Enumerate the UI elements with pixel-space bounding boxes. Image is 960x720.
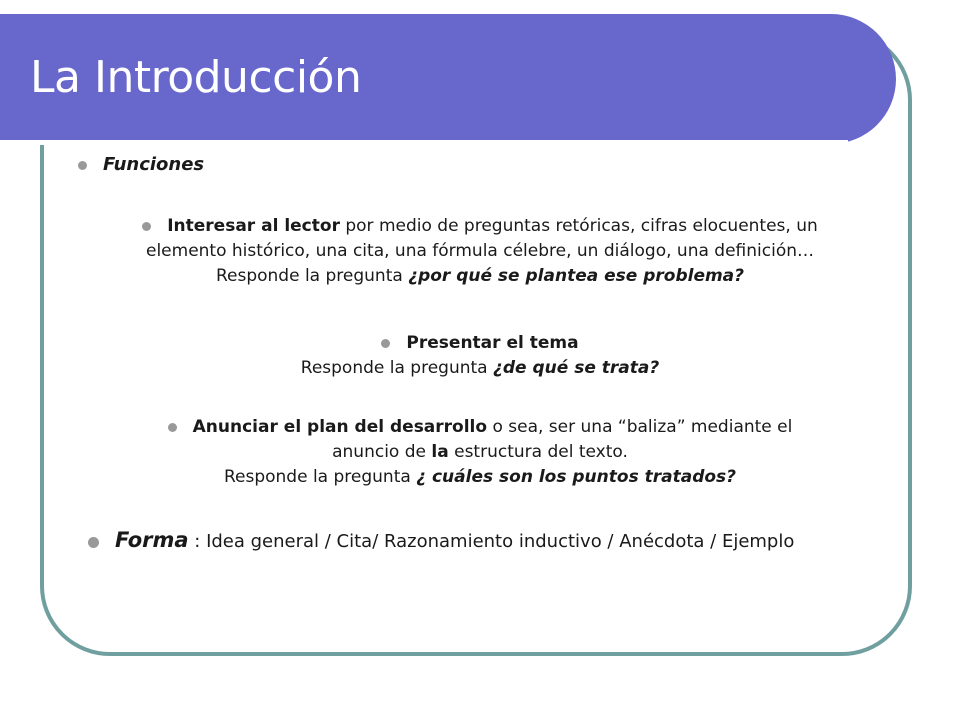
item-anunciar-text-a: o sea, ser una “baliza” mediante el [487,417,793,437]
question-text: ¿por qué se plantea ese problema? [408,266,745,286]
responde-text: Responde la pregunta [215,266,409,286]
item-interesar-bold: Interesar al lector [167,216,340,236]
responde-text: Responde la pregunta [300,358,493,378]
item-presentar-bold: Presentar el tema [406,333,579,353]
forma-label: Forma [115,528,189,552]
title-bar [0,14,896,144]
item-anunciar-line1 [60,415,900,440]
slide-title: La Introducción [30,52,362,103]
item-anunciar-bold: Anunciar el plan del desarrollo [192,417,488,437]
item-presentar [60,331,900,381]
item-interesar-question-line [60,264,900,289]
bullet-icon [381,339,390,348]
item-interesar-line2: elemento histórico, una cita, una fórmula célebre, un diálogo, una definición… [146,241,814,261]
responde-text: Responde la pregunta [223,467,417,487]
bullet-icon [78,161,87,170]
question-text: ¿de qué se trata? [493,358,660,378]
item-anunciar-text-b-bold: la [431,442,449,462]
question-text: ¿ cuáles son los puntos tratados? [416,467,737,487]
item-anunciar-line2 [60,440,900,465]
item-anunciar-text-b1: anuncio de [332,442,432,462]
forma-line [88,528,794,552]
item-anunciar [60,415,900,490]
title-underline [0,140,848,145]
item-presentar-question-line [60,356,900,381]
item-interesar-text-a: por medio de preguntas retóricas, cifras elocuentes, un [339,216,818,236]
item-anunciar-question-line [60,465,900,490]
item-presentar-line1 [60,331,900,356]
bullet-icon [142,222,151,231]
forma-text: : Idea general / Cita/ Razonamiento inductivo / Anécdota / Ejemplo [188,531,795,552]
funciones-heading [78,154,204,175]
item-anunciar-text-b2: estructura del texto. [448,442,628,462]
bullet-icon [168,423,177,432]
bullet-icon [88,537,99,548]
funciones-label: Funciones [103,154,205,175]
item-interesar [60,214,900,289]
item-interesar-line1 [60,214,900,239]
